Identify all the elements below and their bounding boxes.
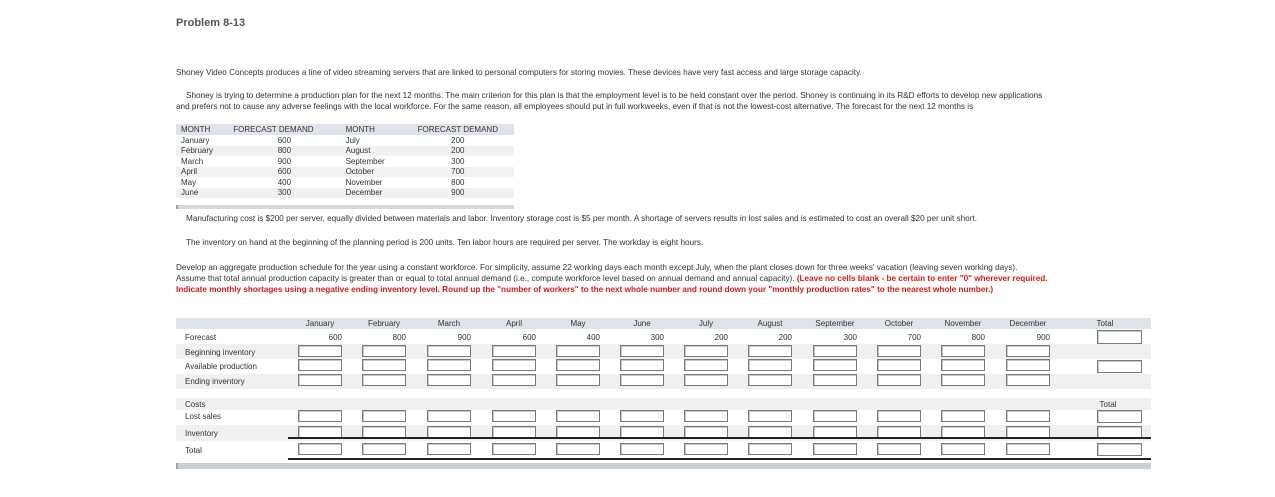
total-cost-input[interactable] <box>556 443 600 455</box>
beginning-inventory-input[interactable] <box>1006 345 1050 357</box>
lost-sales-cost-input[interactable] <box>362 410 406 422</box>
available-production-input[interactable] <box>427 359 471 371</box>
available-production-input[interactable] <box>556 359 600 371</box>
ending-inventory-input[interactable] <box>298 374 342 386</box>
intro-paragraph: Shoney Video Concepts produces a line of video streaming servers that are linked to personal computers for storing movies. These devices have very fast access and large storage capacity. <box>176 68 862 77</box>
total-cost-input[interactable] <box>684 443 728 455</box>
forecast-value: 800 <box>971 333 985 342</box>
lost-sales-cost-input[interactable] <box>427 410 471 422</box>
problem-title: Problem 8-13 <box>176 17 246 29</box>
forecast-value: 600 <box>522 333 536 342</box>
forecast-table-header <box>176 124 514 135</box>
instructions-line3: Indicate monthly shortages using a negative ending inventory level. Round up the "number of workers" to the next whole number and round down your "monthly production rates" to the nearest whole number.) <box>176 285 994 294</box>
table-row: April 600 October 700 <box>176 167 514 178</box>
table-row: March 900 September 300 <box>181 156 465 166</box>
forecast-value: 300 <box>650 333 664 342</box>
forecast-label: Forecast <box>185 333 217 342</box>
beginning-inventory-input[interactable] <box>684 345 728 357</box>
lost-sales-cost-input[interactable] <box>556 410 600 422</box>
col-month-2: MONTH <box>341 124 402 135</box>
ending-inventory-input[interactable] <box>620 374 664 386</box>
total-input[interactable] <box>1097 410 1142 423</box>
beginning-inventory-input[interactable] <box>813 345 857 357</box>
ending-inventory-input[interactable] <box>427 374 471 386</box>
forecast-value: 200 <box>778 333 792 342</box>
forecast-value: 200 <box>714 333 728 342</box>
lost-sales-cost-input[interactable] <box>941 410 985 422</box>
month-header: April <box>505 319 522 328</box>
beginning-inventory-input[interactable] <box>620 345 664 357</box>
ending-inventory-input[interactable] <box>556 374 600 386</box>
total-divider-bottom <box>288 458 1151 460</box>
available-production-input[interactable] <box>813 359 857 371</box>
inventory-cost-label: Inventory <box>185 429 218 438</box>
cost-paragraph: Manufacturing cost is $200 per server, equally divided between materials and labor. Inventory storage cost is $5 per month. A shortage of servers results in lost sales and is estimated to cost an overall $20 per unit short. <box>186 214 977 223</box>
table-row: January 600 July 200 <box>181 135 465 145</box>
forecast-table-footer-bar <box>176 205 514 209</box>
beginning-inventory-label: Beginning inventory <box>185 348 256 357</box>
schedule-footer-bar <box>176 463 1151 469</box>
forecast-value: 800 <box>392 333 406 342</box>
lost-sales-cost-input[interactable] <box>813 410 857 422</box>
total-cost-input[interactable] <box>748 443 792 455</box>
available-production-input[interactable] <box>748 359 792 371</box>
lost-sales-cost-input[interactable] <box>748 410 792 422</box>
ending-inventory-label: Ending inventory <box>185 377 245 386</box>
table-row: May 400 November 800 <box>181 177 465 187</box>
forecast-value: 400 <box>586 333 600 342</box>
forecast-value: 600 <box>328 333 342 342</box>
available-production-input[interactable] <box>1006 359 1050 371</box>
beginning-inventory-input[interactable] <box>492 345 536 357</box>
beginning-inventory-input[interactable] <box>298 345 342 357</box>
costs-total-header: Total <box>1099 400 1117 409</box>
ending-inventory-input[interactable] <box>941 374 985 386</box>
month-header: September <box>815 319 855 328</box>
total-cost-input[interactable] <box>427 443 471 455</box>
month-header: October <box>884 319 914 328</box>
table-row: June 300 December 900 <box>176 188 514 199</box>
ending-inventory-input[interactable] <box>1006 374 1050 386</box>
lost-sales-cost-input[interactable] <box>1006 410 1050 422</box>
total-input[interactable] <box>1097 443 1142 456</box>
month-header: January <box>305 319 335 328</box>
lost-sales-cost-input[interactable] <box>877 410 921 422</box>
total-cost-label: Total <box>185 446 202 455</box>
month-header: May <box>570 319 586 328</box>
forecast-value: 300 <box>843 333 857 342</box>
available-production-input[interactable] <box>684 359 728 371</box>
total-input[interactable] <box>1097 330 1142 344</box>
month-header: February <box>367 319 400 328</box>
available-production-input[interactable] <box>941 359 985 371</box>
instructions-warning: (Leave no cells blank - be certain to enter "0" wherever required. <box>796 274 1048 283</box>
forecast-value: 900 <box>457 333 471 342</box>
ending-inventory-input[interactable] <box>748 374 792 386</box>
costs-header-band <box>176 398 1151 410</box>
ending-inventory-input[interactable] <box>877 374 921 386</box>
ending-inventory-input[interactable] <box>684 374 728 386</box>
month-header: March <box>437 319 461 328</box>
total-cost-input[interactable] <box>877 443 921 455</box>
beginning-inventory-input[interactable] <box>748 345 792 357</box>
criterion-paragraph-line1: Shoney is trying to determine a production plan for the next 12 months. The main criterion for this plan is that the employment level is to be held constant over the period. Shoney is continuing in its R&D efforts to develop new applications <box>186 91 1043 100</box>
lost-sales-cost-input[interactable] <box>684 410 728 422</box>
total-cost-input[interactable] <box>492 443 536 455</box>
beginning-inventory-input[interactable] <box>362 345 406 357</box>
month-header: November <box>944 319 982 328</box>
ending-inventory-input[interactable] <box>813 374 857 386</box>
beginning-inventory-input[interactable] <box>877 345 921 357</box>
total-cost-input[interactable] <box>298 443 342 455</box>
forecast-value: 900 <box>1036 333 1050 342</box>
total-cost-input[interactable] <box>941 443 985 455</box>
costs-label: Costs <box>185 400 206 409</box>
instructions-line1: Develop an aggregate production schedule for the year using a constant workforce. For simplicity, assume 22 working days each month except July, when the plant closes down for three weeks' vacation (leaving seven working days). <box>176 263 1018 272</box>
forecast-value: 700 <box>907 333 921 342</box>
lost-sales-label: Lost sales <box>185 412 222 421</box>
forecast-table <box>176 124 514 198</box>
available-production-label: Available production <box>185 362 257 371</box>
month-header: June <box>633 319 651 328</box>
criterion-paragraph-line2: and prefers not to cause any adverse feelings with the local workforce. For the same reason, all employees should put in full workweeks, even if that is not the lowest-cost alternative. The forecast for the next 12 months is <box>176 102 974 111</box>
total-input[interactable] <box>1097 360 1142 373</box>
total-cost-input[interactable] <box>620 443 664 455</box>
ending-inventory-input[interactable] <box>492 374 536 386</box>
beginning-inventory-input[interactable] <box>556 345 600 357</box>
lost-sales-cost-input[interactable] <box>620 410 664 422</box>
available-production-input[interactable] <box>362 359 406 371</box>
col-demand-1: FORECAST DEMAND <box>228 124 340 135</box>
table-row: February 800 August 200 <box>176 146 514 157</box>
available-production-input[interactable] <box>877 359 921 371</box>
total-cost-input[interactable] <box>362 443 406 455</box>
month-header: August <box>757 319 783 328</box>
available-production-input[interactable] <box>492 359 536 371</box>
total-header: Total <box>1096 319 1114 328</box>
col-month-1: MONTH <box>176 124 228 135</box>
lost-sales-cost-input[interactable] <box>492 410 536 422</box>
available-production-input[interactable] <box>620 359 664 371</box>
lost-sales-cost-input[interactable] <box>298 410 342 422</box>
total-divider-top <box>288 437 1151 439</box>
beginning-inventory-input[interactable] <box>427 345 471 357</box>
month-header: July <box>698 319 714 328</box>
available-production-input[interactable] <box>298 359 342 371</box>
ending-inventory-input[interactable] <box>362 374 406 386</box>
col-demand-2: FORECAST DEMAND <box>402 124 514 135</box>
instructions-line2: Assume that total annual production capacity is greater than or equal to total annual demand (i.e., compute workforce level based on annual demand and annual capacity). (Leave no cells blank - be certain to enter "0" wherever required. <box>176 274 1048 283</box>
inventory-paragraph: The inventory on hand at the beginning of the planning period is 200 units. Ten labor hours are required per server. The workday is eight hours. <box>186 238 704 247</box>
beginning-inventory-input[interactable] <box>941 345 985 357</box>
total-cost-input[interactable] <box>813 443 857 455</box>
month-header: December <box>1009 319 1047 328</box>
total-cost-input[interactable] <box>1006 443 1050 455</box>
